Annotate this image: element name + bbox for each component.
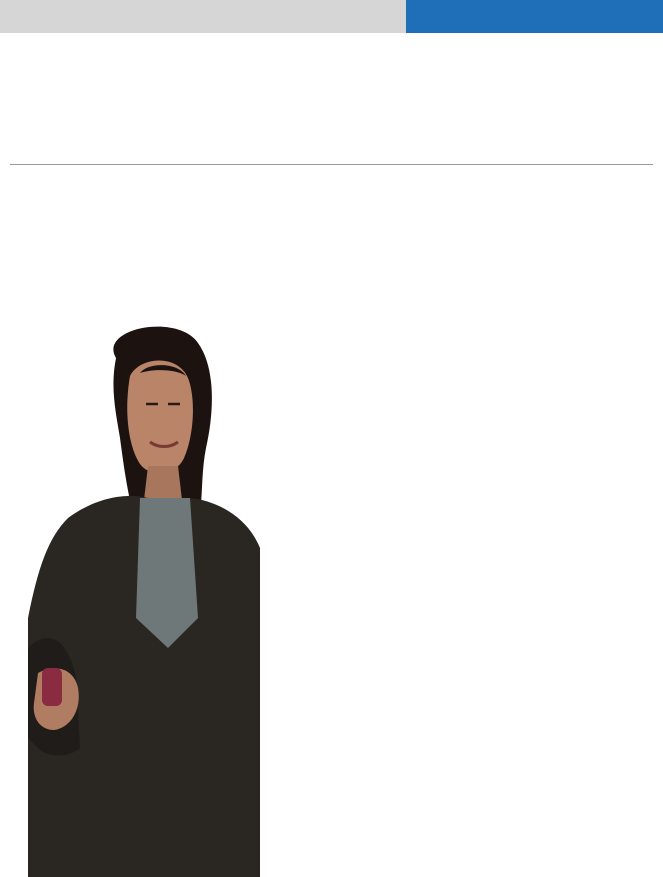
- author-portrait: [28, 318, 260, 877]
- author-band: [406, 0, 663, 33]
- column-name-band: [0, 0, 406, 33]
- headline-rule: [10, 164, 653, 165]
- column-header: [0, 0, 663, 33]
